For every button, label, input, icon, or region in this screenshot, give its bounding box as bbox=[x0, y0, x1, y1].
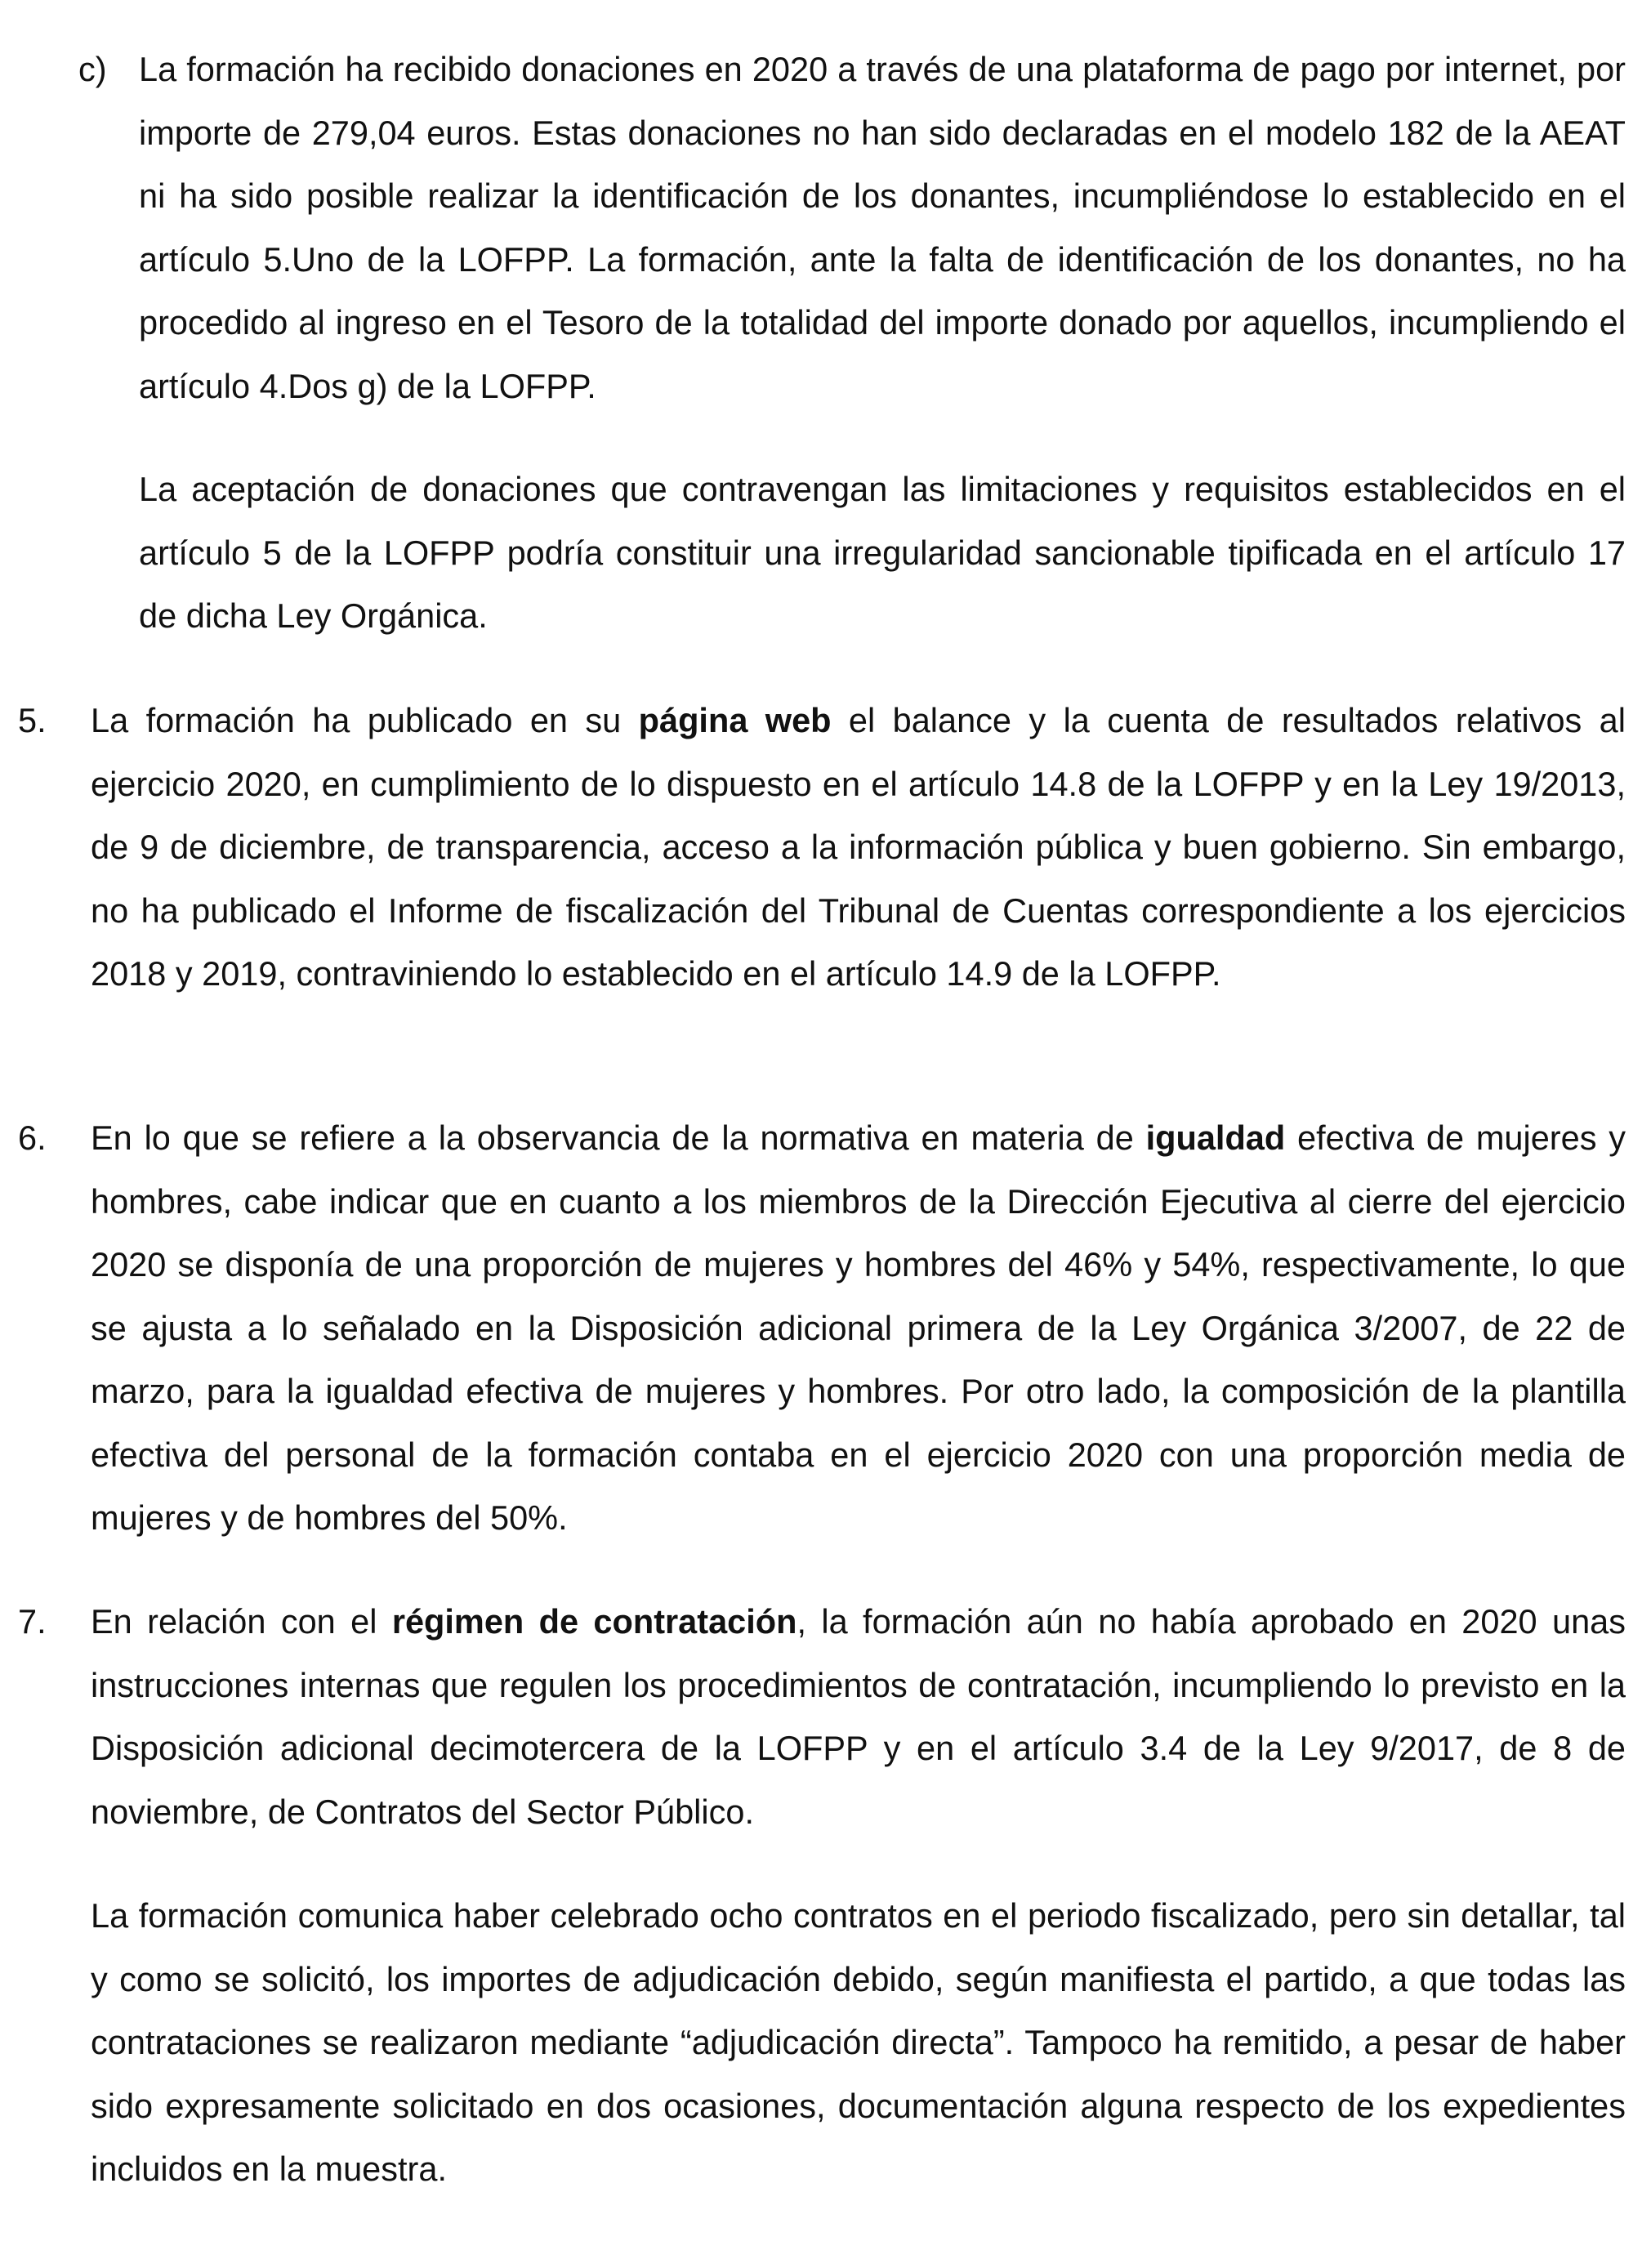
item-7-marker: 7. bbox=[18, 1602, 47, 1641]
item-7-text-start: En relación con el bbox=[91, 1602, 392, 1641]
item-5-text-end: el balance y la cuenta de resultados relativos al ejercicio 2020, en cumplimiento de lo dispuesto en el artículo 14.8 de la LOFPP y en la Ley 19/2013, de 9 de diciembre, de transparencia, acceso a la información pública y buen gobierno. Sin embargo, no ha publicado el Informe de fiscalización del Tribunal de Cuentas correspondiente a los ejercicios 2018 y 2019, contraviniendo lo establecido en el artículo 14.9 de la LOFPP. bbox=[91, 701, 1626, 993]
item-7-keyword: régimen de contratación bbox=[391, 1602, 797, 1641]
item-c-marker: c) bbox=[78, 50, 107, 88]
item-6-text-end: efectiva de mujeres y hombres, cabe indicar que en cuanto a los miembros de la Dirección Ejecutiva al cierre del ejercicio 2020 se disponía de una proporción de mujeres y hombres del 46% y 54%, respectivamente, lo que se ajusta a lo señalado en la Disposición adicional primera de la Ley Orgánica 3/2007, de 22 de marzo, para la igualdad efectiva de mujeres y hombres. Por otro lado, la composición de la plantilla efectiva del personal de la formación contaba en el ejercicio 2020 con una proporción media de mujeres y de hombres del 50%. bbox=[91, 1118, 1626, 1537]
item-5-text-start: La formación ha publicado en su bbox=[91, 701, 639, 739]
item-c-paragraph: La formación ha recibido donaciones en 2020 a través de una plataforma de pago por internet, por importe de 279,04 euros. Estas donaciones no han sido declaradas en el modelo 182 de la AEAT ni ha sido posible realizar la identificación de los donantes, incumpliéndose lo establecido en el artículo 5.Uno de la LOFPP. La formación, ante la falta de identificación de los donantes, no ha procedido al ingreso en el Tesoro de la totalidad del importe donado por aquellos, incumpliendo el artículo 4.Dos g) de la LOFPP. bbox=[139, 50, 1626, 405]
item-6-text-start: En lo que se refiere a la observancia de la normativa en materia de bbox=[91, 1118, 1146, 1157]
item-c-followup-paragraph: La aceptación de donaciones que contravengan las limitaciones y requisitos establecidos en el artículo 5 de la LOFPP podría constituir una irregularidad sancionable tipificada en el artículo 17 de dicha Ley Orgánica. bbox=[139, 470, 1626, 635]
item-5-keyword: página web bbox=[638, 701, 832, 739]
item-6-marker: 6. bbox=[18, 1118, 47, 1157]
item-7-paragraph bbox=[91, 1590, 1626, 1843]
item-6-keyword: igualdad bbox=[1145, 1118, 1286, 1157]
item-6-paragraph bbox=[91, 1106, 1626, 1550]
item-7-followup-paragraph: La formación comunica haber celebrado ocho contratos en el periodo fiscalizado, pero sin detallar, tal y como se solicitó, los importes de adjudicación debido, según manifiesta el partido, a que todas las contrataciones se realizaron mediante “adjudicación directa”. Tampoco ha remitido, a pesar de haber sido expresamente solicitado en dos ocasiones, documentación alguna respecto de los expedientes incluidos en la muestra. bbox=[91, 1896, 1626, 2188]
item-7-text-end: , la formación aún no había aprobado en 2020 unas instrucciones internas que regulen los procedimientos de contratación, incumpliendo lo previsto en la Disposición adicional decimotercera de la LOFPP y en el artículo 3.4 de la Ley 9/2017, de 8 de noviembre, de Contratos del Sector Público. bbox=[91, 1602, 1626, 1831]
item-5-marker: 5. bbox=[18, 701, 47, 739]
item-5-paragraph bbox=[91, 689, 1626, 1006]
